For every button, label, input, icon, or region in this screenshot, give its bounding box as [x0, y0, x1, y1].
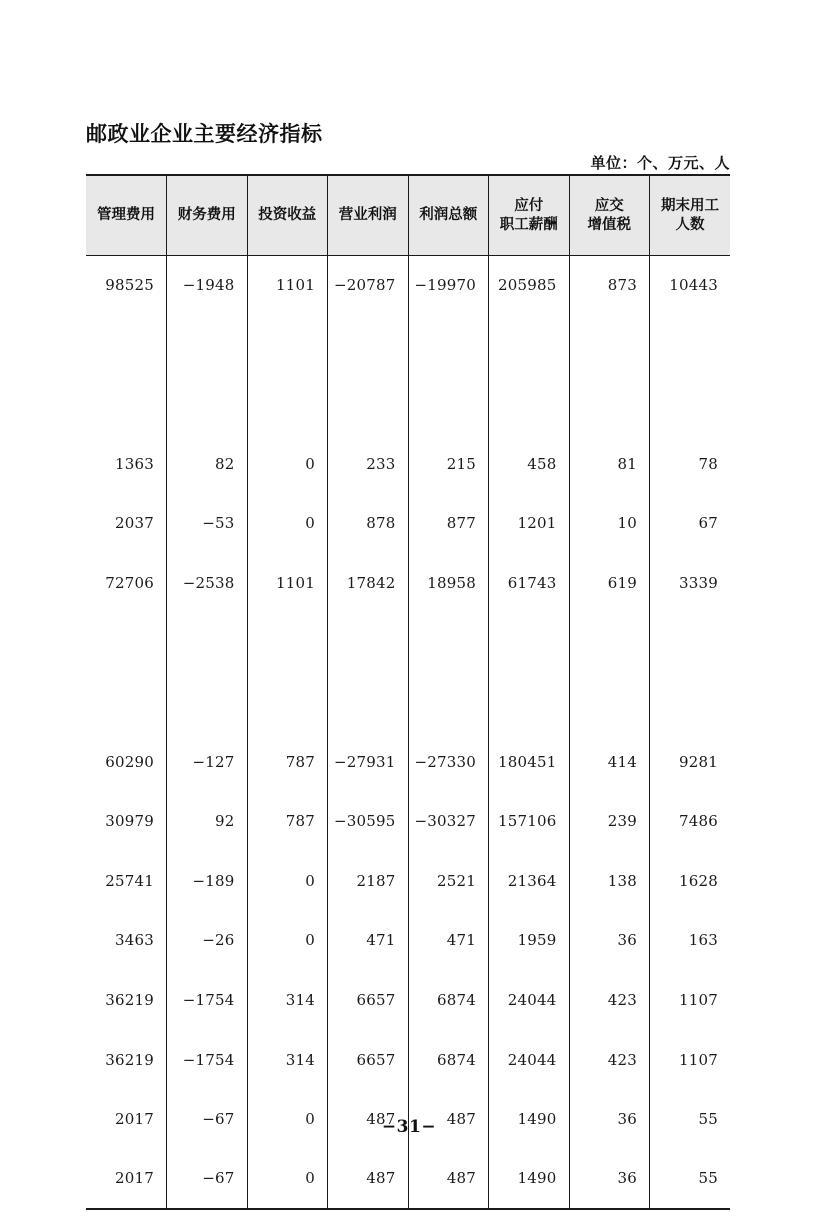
table-row	[86, 434, 730, 494]
table-cell	[569, 613, 650, 673]
table-cell: 0	[247, 493, 328, 553]
column-header-line2: 职工薪酬	[499, 216, 558, 234]
table-cell	[408, 672, 489, 732]
table-cell: −2538	[167, 553, 248, 613]
table-cell	[167, 374, 248, 434]
table-cell	[328, 613, 409, 673]
table-cell: 98525	[105, 276, 154, 295]
table-row	[86, 255, 730, 315]
table-cell: 787	[247, 732, 328, 792]
table-cell: 1101	[247, 553, 328, 613]
table-cell: 878	[328, 493, 409, 553]
table-cell	[489, 672, 570, 732]
table-cell: −1754	[167, 970, 248, 1030]
table-cell	[569, 315, 650, 375]
table-cell: 1959	[489, 911, 570, 971]
table-cell: 2017	[115, 1110, 154, 1129]
column-header-line1: 应交	[594, 196, 624, 214]
table-cell: −67	[167, 1089, 248, 1149]
table-cell: 6874	[408, 970, 489, 1030]
statistics-table-container	[86, 174, 730, 1210]
table-cell	[489, 374, 570, 434]
table-cell: 314	[247, 970, 328, 1030]
table-header-row	[86, 175, 730, 255]
table-body	[86, 255, 730, 1209]
table-cell: 2187	[328, 851, 409, 911]
column-header-6	[489, 175, 570, 255]
table-cell: 205985	[489, 255, 570, 315]
table-row	[86, 911, 730, 971]
table-cell: −19970	[408, 255, 489, 315]
column-header-line1: 营业利润	[338, 206, 397, 224]
table-cell: 0	[247, 1089, 328, 1149]
table-cell: 314	[247, 1030, 328, 1090]
column-header-2	[167, 175, 248, 255]
table-spacer-row	[86, 374, 730, 434]
table-cell: −1754	[167, 1030, 248, 1090]
table-cell	[247, 613, 328, 673]
table-cell: 471	[408, 911, 489, 971]
table-cell: 2037	[115, 514, 154, 533]
column-header-line1: 期末用工	[661, 196, 719, 214]
table-cell: −27330	[408, 732, 489, 792]
table-cell	[408, 374, 489, 434]
table-cell: 138	[569, 851, 650, 911]
table-cell	[167, 315, 248, 375]
table-cell	[247, 672, 328, 732]
table-cell	[650, 613, 731, 673]
table-cell	[167, 672, 248, 732]
column-header-1	[86, 175, 167, 255]
table-row	[86, 553, 730, 613]
table-cell: 36	[569, 1089, 650, 1149]
column-header-7	[569, 175, 650, 255]
table-spacer-row	[86, 315, 730, 375]
table-cell: 487	[408, 1089, 489, 1149]
table-cell: 487	[408, 1149, 489, 1209]
column-header-line2: 增值税	[587, 216, 631, 234]
table-cell: 6657	[328, 970, 409, 1030]
table-cell: 55	[650, 1089, 731, 1149]
table-row	[86, 1149, 730, 1209]
table-cell: 36	[569, 911, 650, 971]
table-cell	[86, 672, 167, 732]
column-header-line1: 应付	[514, 196, 544, 214]
table-cell: 10	[569, 493, 650, 553]
column-header-line2: 人数	[675, 216, 705, 234]
table-cell: 25741	[105, 871, 154, 890]
table-cell: 1107	[650, 1030, 731, 1090]
table-spacer-row	[86, 672, 730, 732]
table-cell: 1490	[489, 1149, 570, 1209]
table-cell: 2521	[408, 851, 489, 911]
table-cell: 60290	[105, 752, 154, 771]
table-cell: 36	[569, 1149, 650, 1209]
table-cell	[569, 672, 650, 732]
table-cell: −30327	[408, 791, 489, 851]
table-cell: 215	[408, 434, 489, 494]
table-cell	[86, 613, 167, 673]
table-cell: 877	[408, 493, 489, 553]
table-cell: 619	[569, 553, 650, 613]
table-cell: 1363	[115, 454, 154, 473]
table-cell	[86, 315, 167, 375]
table-cell: 0	[247, 851, 328, 911]
table-cell	[247, 315, 328, 375]
table-cell: 157106	[489, 791, 570, 851]
table-cell: −189	[167, 851, 248, 911]
table-cell: 180451	[489, 732, 570, 792]
table-spacer-row	[86, 613, 730, 673]
table-cell: 1201	[489, 493, 570, 553]
table-row	[86, 970, 730, 1030]
table-cell: 873	[569, 255, 650, 315]
table-cell: 1628	[650, 851, 731, 911]
statistics-table	[86, 174, 730, 1210]
table-cell: 72706	[105, 573, 154, 592]
table-cell: 78	[650, 434, 731, 494]
column-header-line1: 利润总额	[419, 206, 478, 224]
table-cell: 487	[328, 1089, 409, 1149]
table-cell: 0	[247, 911, 328, 971]
unit-note: 单位：个、万元、人	[590, 154, 730, 172]
table-cell	[650, 374, 731, 434]
table-cell: 24044	[489, 970, 570, 1030]
table-cell: −20787	[328, 255, 409, 315]
column-header-8	[650, 175, 731, 255]
table-cell: 9281	[650, 732, 731, 792]
table-cell	[328, 315, 409, 375]
table-cell: 61743	[489, 553, 570, 613]
column-header-4	[328, 175, 409, 255]
table-cell: −127	[167, 732, 248, 792]
table-cell: 10443	[650, 255, 731, 315]
table-cell: 6657	[328, 1030, 409, 1090]
table-cell: 471	[328, 911, 409, 971]
table-cell: −67	[167, 1149, 248, 1209]
table-cell	[86, 374, 167, 434]
table-cell	[408, 613, 489, 673]
table-cell: −53	[167, 493, 248, 553]
table-cell: 423	[569, 970, 650, 1030]
table-cell	[489, 315, 570, 375]
table-cell: 423	[569, 1030, 650, 1090]
table-cell: 24044	[489, 1030, 570, 1090]
table-cell: 233	[328, 434, 409, 494]
table-cell: 787	[247, 791, 328, 851]
table-header	[86, 175, 730, 255]
table-cell: 458	[489, 434, 570, 494]
page-number: −31−	[381, 1117, 437, 1137]
table-cell: 92	[167, 791, 248, 851]
table-cell: 3339	[650, 553, 731, 613]
table-cell: 81	[569, 434, 650, 494]
table-cell: 17842	[328, 553, 409, 613]
table-cell: 239	[569, 791, 650, 851]
table-cell: 3463	[115, 931, 154, 950]
table-cell: 1101	[247, 255, 328, 315]
table-cell: 7486	[650, 791, 731, 851]
table-cell: 36219	[105, 1050, 154, 1069]
table-cell: 55	[650, 1149, 731, 1209]
table-row	[86, 851, 730, 911]
table-cell: 82	[167, 434, 248, 494]
table-cell	[569, 374, 650, 434]
table-cell	[328, 374, 409, 434]
table-row	[86, 1030, 730, 1090]
table-row	[86, 732, 730, 792]
table-cell: 487	[328, 1149, 409, 1209]
table-cell: 163	[650, 911, 731, 971]
column-header-5	[408, 175, 489, 255]
table-cell: 0	[247, 434, 328, 494]
column-header-line1: 投资收益	[258, 206, 317, 224]
table-cell	[489, 613, 570, 673]
table-cell: −1948	[167, 255, 248, 315]
table-cell	[408, 315, 489, 375]
table-cell: 414	[569, 732, 650, 792]
table-cell: 30979	[105, 812, 154, 831]
table-cell: 1107	[650, 970, 731, 1030]
table-row	[86, 493, 730, 553]
page-title: 邮政业企业主要经济指标	[86, 121, 323, 146]
column-header-line1: 财务费用	[177, 206, 236, 224]
column-header-3	[247, 175, 328, 255]
table-cell: 1490	[489, 1089, 570, 1149]
table-cell: 36219	[105, 990, 154, 1009]
table-cell	[328, 672, 409, 732]
table-cell	[247, 374, 328, 434]
table-cell	[650, 315, 731, 375]
table-cell: −26	[167, 911, 248, 971]
column-header-line1: 管理费用	[97, 206, 155, 224]
table-cell: 6874	[408, 1030, 489, 1090]
table-cell: −30595	[328, 791, 409, 851]
table-cell: 21364	[489, 851, 570, 911]
table-cell: 2017	[86, 1149, 167, 1209]
table-cell	[167, 613, 248, 673]
table-cell	[650, 672, 731, 732]
table-cell: 67	[650, 493, 731, 553]
table-row	[86, 791, 730, 851]
table-cell: −27931	[328, 732, 409, 792]
table-cell: 0	[247, 1149, 328, 1209]
table-cell: 18958	[408, 553, 489, 613]
